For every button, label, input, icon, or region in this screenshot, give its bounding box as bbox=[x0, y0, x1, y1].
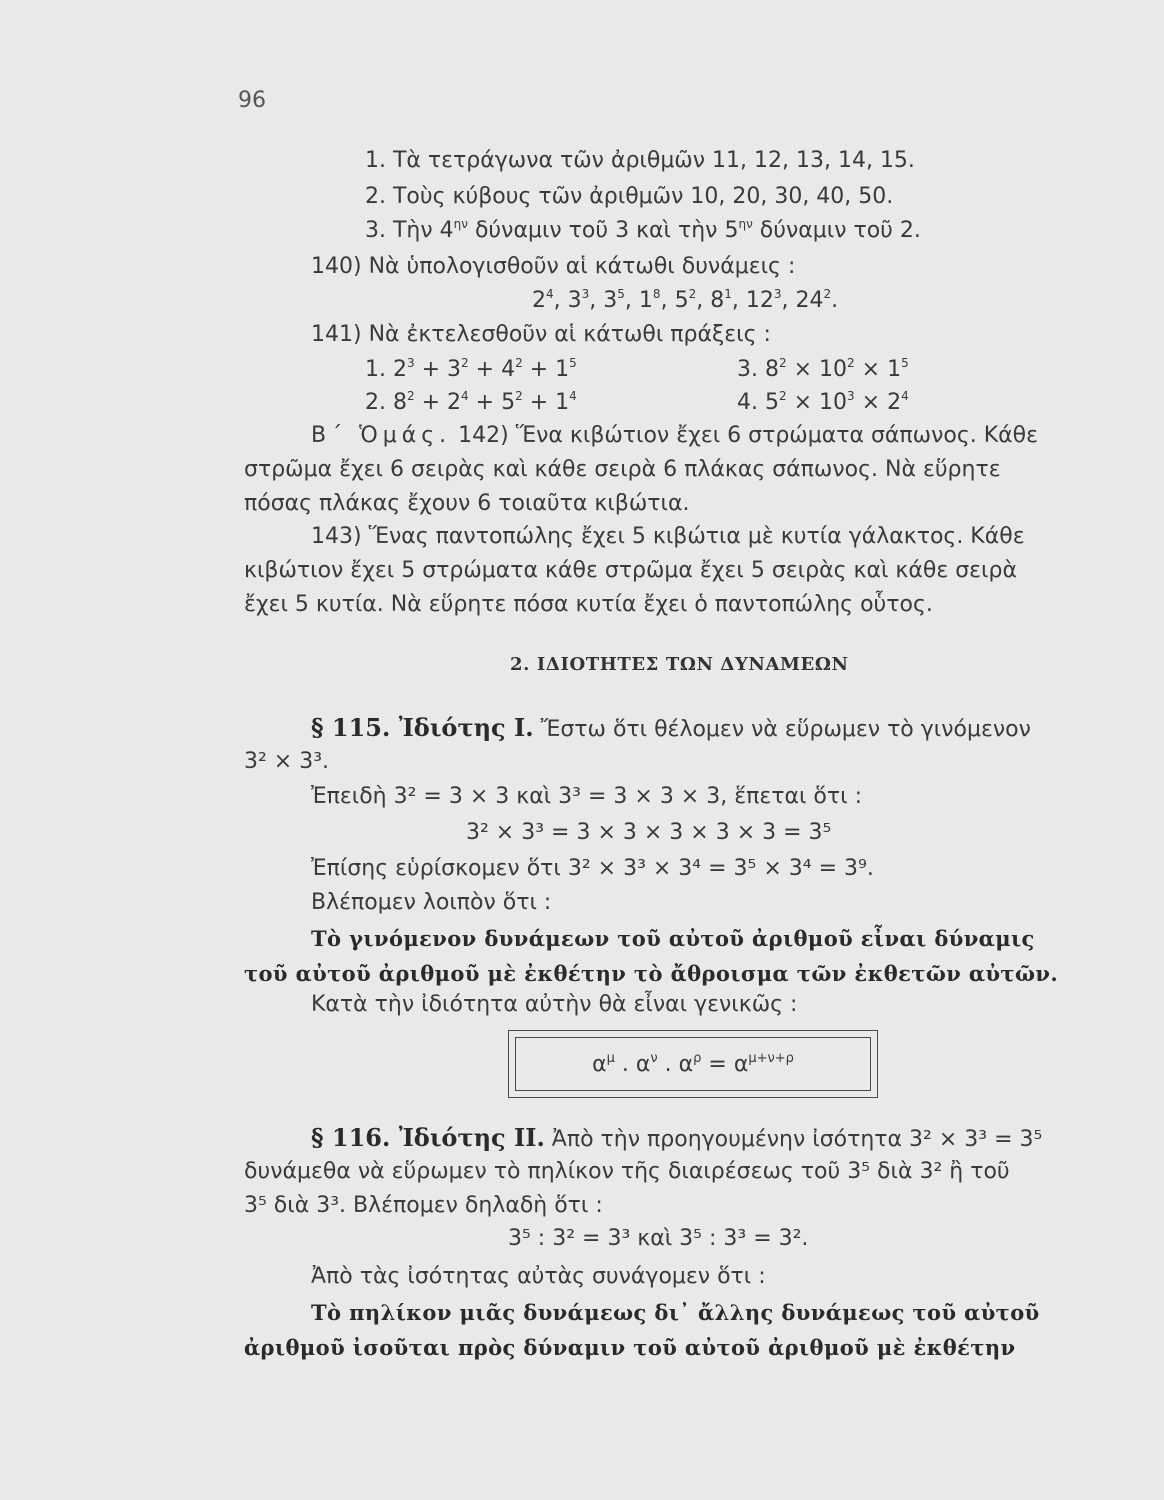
power-exponent: 4 bbox=[461, 389, 469, 403]
exponent: ρ bbox=[693, 1050, 702, 1066]
power-exponent: 3 bbox=[406, 356, 415, 370]
formula-box-inner bbox=[515, 1037, 871, 1091]
exercise-143-line-2: κιβώτιον ἔχει 5 στρώματα κάθε στρῶμα ἔχει 5 σειρὰς καὶ κάθε σειρὰ bbox=[244, 558, 1017, 583]
power-base: 5 bbox=[764, 390, 779, 415]
exponent-sum: μ+ν+ρ bbox=[748, 1050, 794, 1066]
separator: , bbox=[660, 288, 675, 313]
exercise-140-powers bbox=[532, 287, 839, 313]
rule-2-line-1: Τὸ πηλίκον μιᾶς δυνάμεως δι᾽ ἄλλης δυνάμεως τοῦ αὐτοῦ bbox=[311, 1300, 1040, 1325]
operator: + bbox=[468, 390, 502, 415]
power-exponent: 5 bbox=[901, 356, 909, 370]
section-116-intro: Ἀπὸ τὴν προηγουμένην ἰσότητα 3² × 3³ = 3⁵ bbox=[544, 1127, 1043, 1152]
section-116-equation: 3⁵ : 3² = 3³ καὶ 3⁵ : 3³ = 3². bbox=[508, 1226, 809, 1251]
power-base: 1 bbox=[887, 357, 902, 382]
item-number: 1. bbox=[365, 357, 393, 382]
power-base: 3 bbox=[603, 288, 618, 313]
exercise-line-3 bbox=[365, 217, 921, 243]
base: α bbox=[635, 1051, 651, 1077]
exercise-140: 140) Νὰ ὑπολογισθοῦν αἱ κάτωθι δυνάμεις : bbox=[311, 254, 796, 279]
separator: , bbox=[553, 288, 568, 313]
power-exponent: 2 bbox=[461, 356, 469, 370]
operator: × bbox=[854, 390, 888, 415]
section-115-line-3: Ἐπειδὴ 3² = 3 × 3 καὶ 3³ = 3 × 3 × 3, ἕπεται ὅτι : bbox=[311, 784, 862, 809]
exercise-line-3-part: δύναμιν τοῦ 2. bbox=[752, 218, 921, 243]
operator: × bbox=[786, 357, 820, 382]
item-number: 4. bbox=[737, 390, 765, 415]
power-exponent: 1 bbox=[724, 287, 732, 301]
formula-box bbox=[508, 1030, 878, 1098]
exercise-line-1: 1. Τὰ τετράγωνα τῶν ἀριθμῶν 11, 12, 13, 14, 15. bbox=[365, 148, 915, 173]
power-base: 2 bbox=[447, 390, 462, 415]
item-number: 2. bbox=[365, 390, 393, 415]
power-exponent: 3 bbox=[773, 287, 782, 301]
power-exponent: 2 bbox=[823, 287, 832, 301]
exercise-141-item-4 bbox=[737, 389, 909, 415]
operator: + bbox=[414, 390, 448, 415]
power-base: 8 bbox=[710, 288, 725, 313]
exercise-143-line-3: ἔχει 5 κυτία. Νὰ εὕρητε πόσα κυτία ἔχει ὁ παντοπώλης οὗτος. bbox=[244, 592, 933, 617]
exercise-142-line-2: στρῶμα ἔχει 6 σειρὰς καὶ κάθε σειρὰ 6 πλάκας σάπωνος. Νὰ εὕρητε bbox=[244, 457, 1001, 482]
power-exponent: 4 bbox=[569, 389, 577, 403]
section-115-title: § 115. Ἰδιότης Ι. bbox=[311, 713, 534, 742]
power-base: 8 bbox=[392, 390, 407, 415]
power-base: 1 bbox=[638, 288, 653, 313]
power-exponent: 4 bbox=[901, 389, 909, 403]
power-exponent: 3 bbox=[581, 287, 590, 301]
power-base: 3 bbox=[447, 357, 462, 382]
power-base: 4 bbox=[501, 357, 516, 382]
exercise-141-item-2 bbox=[365, 389, 577, 415]
separator: , bbox=[589, 288, 604, 313]
general-formula bbox=[592, 1052, 794, 1077]
section-heading: 2. ΙΔΙΟΤΗΤΕΣ ΤΩΝ ΔΥΝΑΜΕΩΝ bbox=[510, 654, 849, 675]
power-exponent: 4 bbox=[546, 287, 554, 301]
power-exponent: 2 bbox=[515, 356, 523, 370]
power-base: 10 bbox=[819, 357, 848, 382]
power-exponent: 2 bbox=[688, 287, 697, 301]
power-exponent: 2 bbox=[515, 389, 523, 403]
power-base: 1 bbox=[555, 357, 570, 382]
section-116-line-5: Ἀπὸ τὰς ἰσότητας αὐτὰς συνάγομεν ὅτι : bbox=[311, 1264, 766, 1289]
operator: + bbox=[522, 390, 556, 415]
separator: , bbox=[781, 288, 796, 313]
power-exponent: 8 bbox=[652, 287, 661, 301]
section-115-line-6: Βλέπομεν λοιπὸν ὅτι : bbox=[311, 890, 552, 915]
operator: × bbox=[854, 357, 888, 382]
separator: , bbox=[696, 288, 711, 313]
equals-sign: = bbox=[701, 1051, 734, 1077]
dot-operator: . bbox=[657, 1051, 679, 1077]
exercise-line-3-part: 3. Τὴν 4 bbox=[365, 218, 454, 243]
section-115-line-5: Ἐπίσης εὑρίσκομεν ὅτι 3² × 3³ × 3⁴ = 3⁵ × 3⁴ = 3⁹. bbox=[311, 856, 874, 881]
rule-1-line-2: τοῦ αὐτοῦ ἀριθμοῦ μὲ ἐκθέτην τὸ ἄθροισμα τῶν ἐκθετῶν αὐτῶν. bbox=[244, 961, 1059, 986]
power-base: 5 bbox=[674, 288, 689, 313]
power-base: 2 bbox=[392, 357, 407, 382]
power-base: 2 bbox=[887, 390, 902, 415]
exponent: ν bbox=[650, 1050, 658, 1066]
rule-1-line-1: Τὸ γινόμενον δυνάμεων τοῦ αὐτοῦ ἀριθμοῦ εἶναι δύναμις bbox=[311, 926, 1035, 951]
superscript: ην bbox=[453, 217, 468, 231]
rule-2-line-2: ἀριθμοῦ ἰσοῦται πρὸς δύναμιν τοῦ αὐτοῦ ἀριθμοῦ μὲ ἐκθέτην bbox=[244, 1335, 1016, 1360]
power-base: 2 bbox=[532, 288, 546, 313]
operator: × bbox=[786, 390, 820, 415]
item-number: 3. bbox=[737, 357, 765, 382]
group-label: Β΄ Ὁμάς. bbox=[311, 423, 452, 448]
power-exponent: 5 bbox=[569, 356, 577, 370]
section-116-line-1 bbox=[311, 1123, 1043, 1152]
base: α bbox=[592, 1051, 607, 1077]
exercise-141-item-1 bbox=[365, 356, 577, 382]
operator: + bbox=[414, 357, 448, 382]
power-exponent: 2 bbox=[778, 389, 787, 403]
base: α bbox=[733, 1051, 749, 1077]
exercise-141-item-3 bbox=[737, 356, 909, 382]
separator: , bbox=[624, 288, 639, 313]
section-115-intro: Ἔστω ὅτι θέλομεν νὰ εὕρωμεν τὸ γινόμενον bbox=[533, 717, 1031, 742]
page-number: 96 bbox=[238, 88, 266, 113]
power-base: 12 bbox=[745, 288, 774, 313]
section-115-line-7: Κατὰ τὴν ἰδιότητα αὐτὴν θὰ εἶναι γενικῶς : bbox=[311, 992, 798, 1017]
operator: + bbox=[468, 357, 502, 382]
base: α bbox=[678, 1051, 694, 1077]
section-115-equation: 3² × 3³ = 3 × 3 × 3 × 3 × 3 = 3⁵ bbox=[466, 820, 832, 845]
power-base: 8 bbox=[764, 357, 779, 382]
power-exponent: 2 bbox=[406, 389, 415, 403]
section-115-line-2: 3² × 3³. bbox=[244, 749, 330, 774]
exercise-142-text: 142) Ἕνα κιβώτιον ἔχει 6 στρώματα σάπωνος. Κάθε bbox=[451, 423, 1038, 448]
exponent: μ bbox=[606, 1050, 615, 1066]
power-exponent: 2 bbox=[847, 356, 855, 370]
power-base: 1 bbox=[555, 390, 570, 415]
power-exponent: 3 bbox=[847, 389, 855, 403]
separator: , bbox=[731, 288, 746, 313]
exercise-line-2: 2. Τοὺς κύβους τῶν ἀριθμῶν 10, 20, 30, 40, 50. bbox=[365, 184, 894, 209]
dot-operator: . bbox=[614, 1051, 636, 1077]
superscript: ην bbox=[738, 217, 753, 231]
exercise-142-line-3: πόσας πλάκας ἔχουν 6 τοιαῦτα κιβώτια. bbox=[244, 491, 690, 516]
separator: . bbox=[831, 288, 839, 313]
operator: + bbox=[522, 357, 556, 382]
section-116-title: § 116. Ἰδιότης ΙΙ. bbox=[311, 1123, 545, 1152]
power-base: 3 bbox=[567, 288, 582, 313]
power-base: 24 bbox=[795, 288, 824, 313]
section-115-line-1 bbox=[311, 713, 1031, 742]
section-116-line-2: δυνάμεθα νὰ εὕρωμεν τὸ πηλίκον τῆς διαιρέσεως τοῦ 3⁵ διὰ 3² ἢ τοῦ bbox=[244, 1159, 1010, 1184]
section-116-line-3: 3⁵ διὰ 3³. Βλέπομεν δηλαδὴ ὅτι : bbox=[244, 1193, 603, 1218]
exercise-143-line-1: 143) Ἕνας παντοπώλης ἔχει 5 κιβώτια μὲ κυτία γάλακτος. Κάθε bbox=[311, 524, 1025, 549]
power-exponent: 5 bbox=[617, 287, 625, 301]
power-exponent: 2 bbox=[778, 356, 787, 370]
power-base: 10 bbox=[819, 390, 848, 415]
exercise-line-3-part: δύναμιν τοῦ 3 καὶ τὴν 5 bbox=[467, 218, 739, 243]
exercise-142-line-1 bbox=[311, 425, 1038, 447]
power-base: 5 bbox=[501, 390, 516, 415]
exercise-141: 141) Νὰ ἐκτελεσθοῦν αἱ κάτωθι πράξεις : bbox=[311, 322, 771, 347]
